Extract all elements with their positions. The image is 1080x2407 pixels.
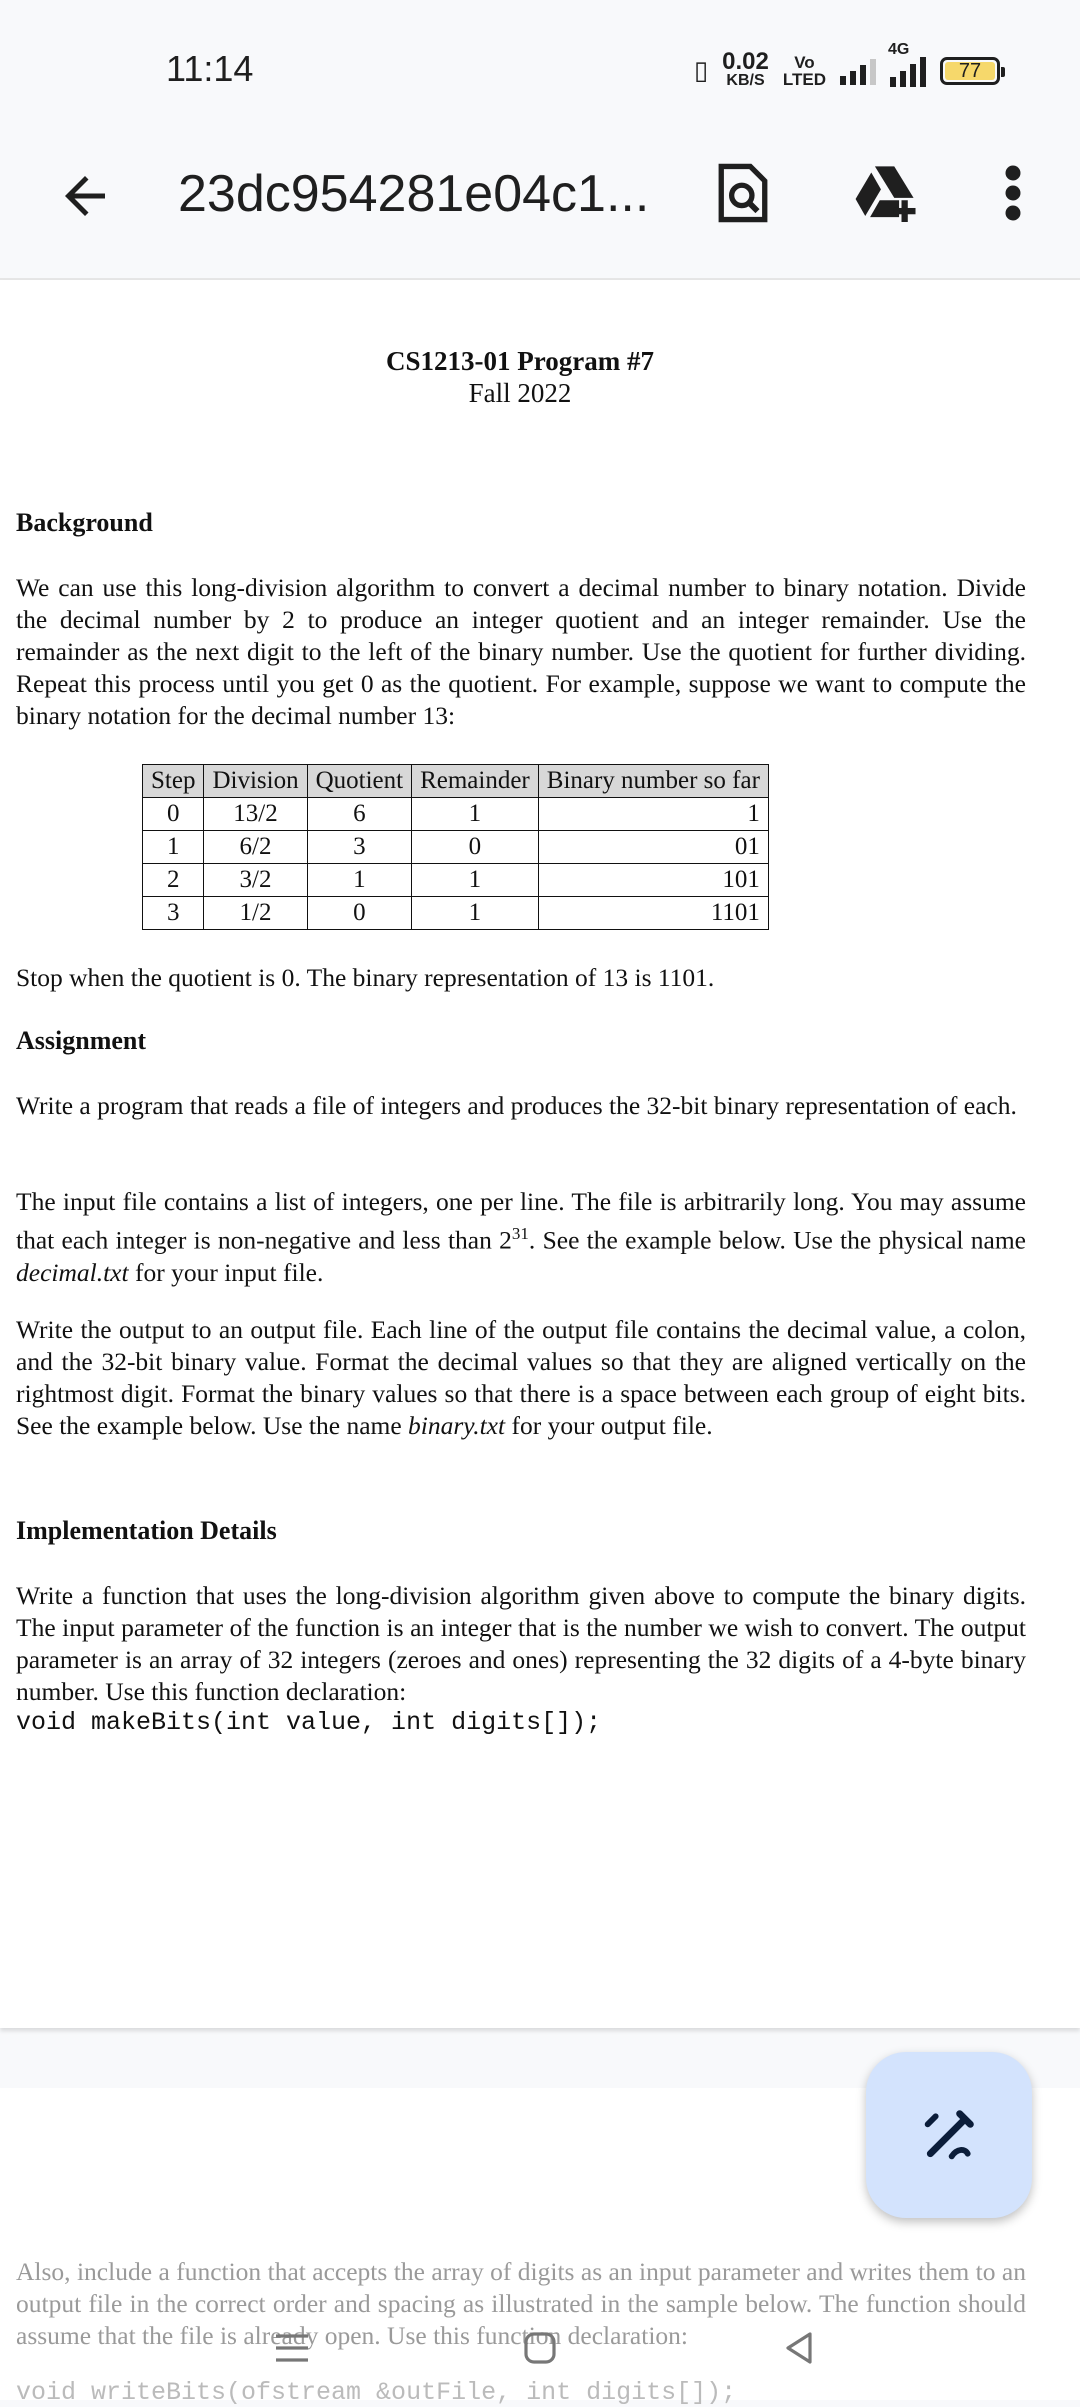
more-vert-icon[interactable] [978, 158, 1048, 228]
table-header: Binary number so far [538, 765, 768, 798]
table-header: Step [143, 765, 204, 798]
next-page-text: Also, include a function that accepts the array of digits as an input parameter and writes them to an output file in the correct order and spacing as illustrated in the sample below. The function should assume that the file is already open. Use this function declaration: [16, 2257, 1026, 2350]
background-heading: Background [16, 508, 153, 537]
assignment-paragraph-3: Write the output to an output file. Each line of the output file contains the decimal value, a colon, and the 32-bit binary value. Format the decimal values so that they are aligned vertically on the rightmost digit. Format the binary values so that there is a space between each group of eight bits. See the example below. Use the name binary.txt for your output file. [16, 1315, 1026, 1440]
battery-icon: 77 [940, 57, 1000, 85]
stop-text: Stop when the quotient is 0. The binary representation of 13 is 1101. [16, 963, 715, 992]
table-header-row [143, 765, 769, 798]
network-speed: 0.02 KB/S [722, 48, 769, 89]
drive-add-icon[interactable] [852, 158, 922, 228]
doc-title: CS1213-01 Program #7 [386, 346, 654, 376]
status-time: 11:14 [166, 48, 254, 89]
implementation-heading: Implementation Details [16, 1516, 277, 1545]
table-row: 2 3/2 1 1 101 [143, 864, 769, 897]
code-makebits: void makeBits(int value, int digits[]); [16, 1708, 602, 1737]
edit-pen-icon [917, 2103, 981, 2167]
table-header: Quotient [307, 765, 412, 798]
status-bar [0, 0, 1080, 140]
signal-4g-icon: 4G [890, 55, 926, 87]
document-page[interactable] [0, 280, 1080, 2028]
back-arrow-icon[interactable] [55, 166, 115, 226]
table-row: 3 1/2 0 1 1101 [143, 897, 769, 930]
vibrate-icon: ▯ [693, 56, 709, 86]
edit-fab-button[interactable] [866, 2052, 1032, 2218]
table-row: 0 13/2 6 1 1 [143, 798, 769, 831]
recents-icon[interactable] [262, 2318, 322, 2378]
volte-indicator: Vo LTED [782, 53, 826, 89]
code-writebits: void writeBits(ofstream &outFile, int digits[]); [16, 2378, 737, 2407]
assignment-paragraph-1: Write a program that reads a file of integers and produces the 32-bit binary representation of each. [16, 1091, 1017, 1120]
signal-icon [840, 57, 876, 85]
assignment-paragraph-2: The input file contains a list of integers, one per line. The file is arbitrarily long. You may assume that each integer is non-negative and less than $2^{31}$. See the example below. Use the physical name decimal.txt for your input file. [16, 1187, 1026, 1287]
doc-subtitle: Fall 2022 [468, 378, 572, 408]
status-icons [693, 41, 1000, 90]
implementation-text: Write a function that uses the long-division algorithm given above to compute the binary digits. The input parameter of the function is an integer that is the number we wish to convert. The output parameter is an array of 32 integers (zeroes and ones) representing the 32 digits of a 4-byte binary number. Use this function declaration: [16, 1581, 1026, 1706]
document-title: 23dc954281e04c1... [178, 165, 650, 223]
assignment-heading: Assignment [16, 1026, 147, 1055]
table-header: Division [204, 765, 307, 798]
app-bar [0, 140, 1080, 280]
back-icon[interactable] [770, 2318, 830, 2378]
table-row: 1 6/2 3 0 01 [143, 831, 769, 864]
home-icon[interactable] [510, 2318, 570, 2378]
table-header: Remainder [412, 765, 539, 798]
system-nav-bar [0, 2300, 1080, 2400]
search-document-icon[interactable] [708, 158, 778, 228]
background-text: We can use this long-division algorithm to convert a decimal number to binary notation. Divide the decimal number by 2 to produce an integer quotient and an integer remainder. Use the remainder as the next digit to the left of the binary number. Use the quotient for further dividing. Repeat this process until you get 0 as the quotient. For example, suppose we want to compute the binary notation for the decimal number 13: [16, 573, 1026, 730]
binary-table [142, 764, 769, 930]
